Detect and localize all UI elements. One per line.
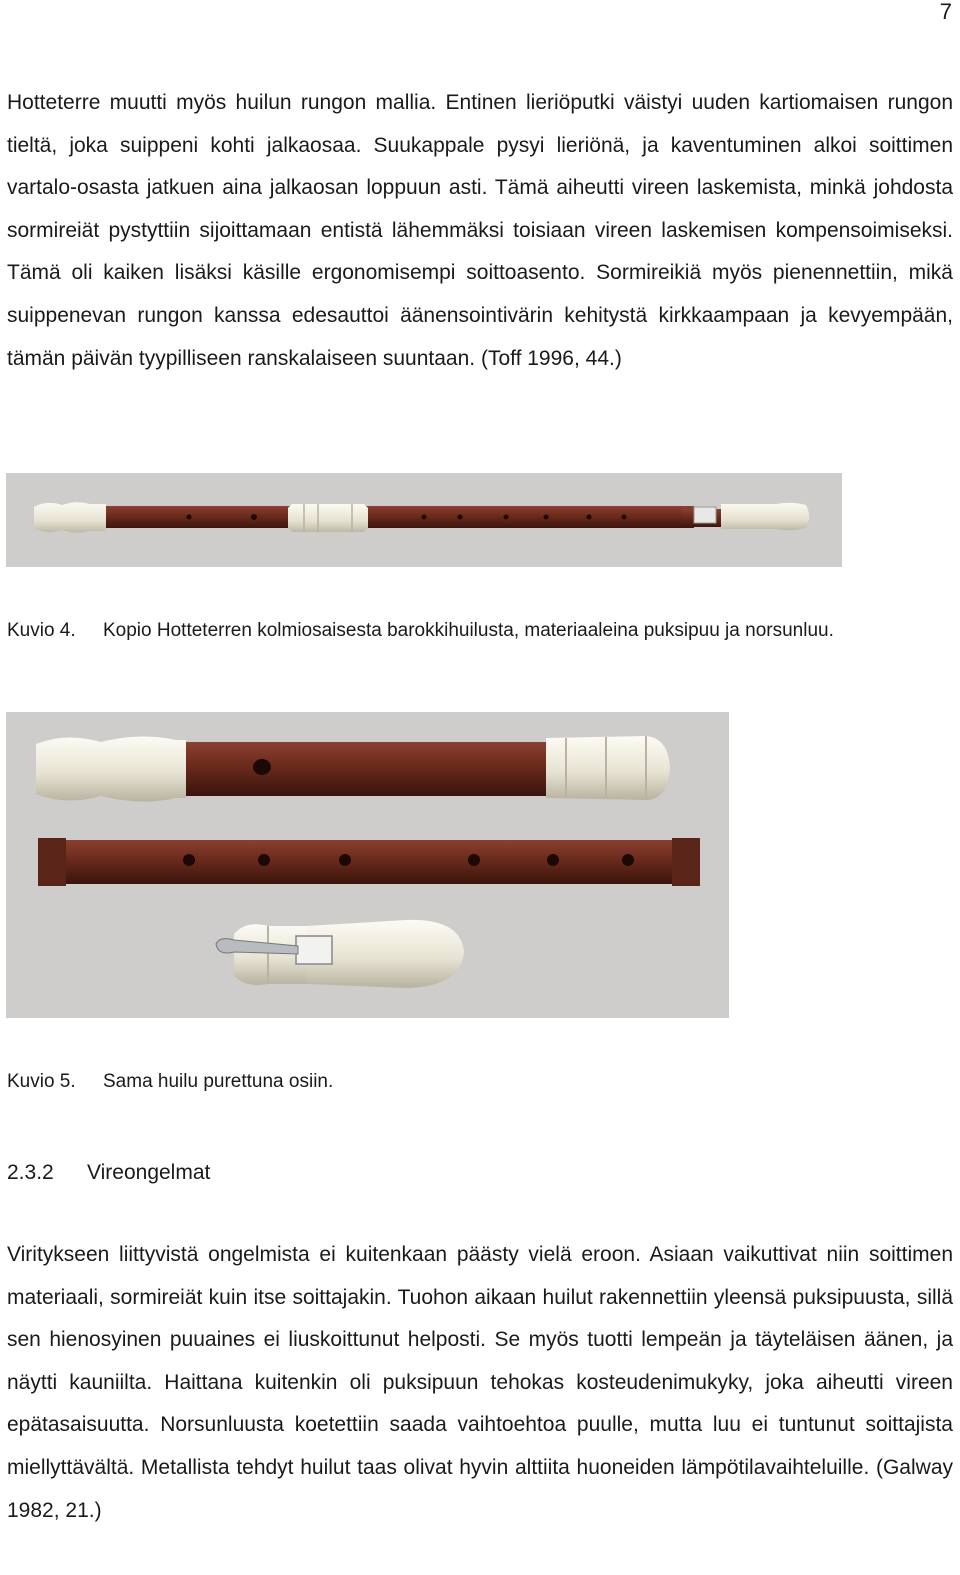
disassembled-flute-illustration (6, 712, 729, 1018)
figure-disassembled-flute (6, 712, 729, 1018)
section-number: 2.3.2 (7, 1161, 54, 1184)
section-title: Vireongelmat (87, 1161, 211, 1184)
section-heading (7, 1158, 210, 1188)
figure-4-text: Kopio Hotteterren kolmiosaisesta barokkihuilusta, materiaaleina puksipuu ja norsunluu. (103, 620, 834, 641)
figure-4-caption (7, 617, 958, 645)
assembled-flute-illustration (6, 473, 842, 567)
figure-assembled-flute (6, 473, 842, 567)
figure-5-text: Sama huilu purettuna osiin. (103, 1071, 334, 1092)
page-number: 7 (939, 0, 952, 24)
paragraph-hotteterre: Hotteterre muutti myös huilun rungon mallia. Entinen lieriöputki väistyi uuden kartiomaisen rungon tieltä, joka suippeni kohti jalkaosaa. Suukappale pysyi lieriönä, ja kaventuminen alkoi soittimen vartalo-osasta jatkuen aina jalkaosan loppuun asti. Tämä aiheutti vireen laskemista, minkä johdosta sormireiät pystyttiin sijoittamaan entistä lähemmäksi toisiaan vireen laskemisen kompensoimiseksi. Tämä oli kaiken lisäksi käsille ergonomisempi soittoasento. Sormireikiä myös pienennettiin, mikä suippenevan rungon kanssa edesauttoi äänensointivärin kehitystä kirkkaampaan ja kevyempään, tämän päivän tyypilliseen ranskalaiseen suuntaan. (Toff 1996, 44.) (7, 91, 953, 370)
paragraph-vireongelmat: Viritykseen liittyvistä ongelmista ei kuitenkaan päästy vielä eroon. Asiaan vaikuttivat niin soittimen materiaali, sormireiät kuin itse soittajakin. Tuohon aikaan huilut rakennettiin yleensä puksipuusta, sillä sen hienosyinen puuaines ei liuskoittunut helposti. Se myös tuotti lempeän ja täyteläisen äänen, ja näytti kauniilta. Haittana kuitenkin oli puksipuun tehokas kosteudenimukyky, joka aiheutti vireen epätasaisuutta. Norsunluusta koetettiin saada vaihtoehtoa puulle, mutta luu ei tuntunut soittajista miellyttävältä. Metallista tehdyt huilut taas olivat hyvin alttiita huoneiden lämpötilavaihteluille. (Galway 1982, 21.) (7, 1243, 953, 1522)
figure-5-label: Kuvio 5. (7, 1071, 76, 1092)
figure-4-label: Kuvio 4. (7, 620, 76, 641)
figure-5-caption (7, 1068, 958, 1096)
